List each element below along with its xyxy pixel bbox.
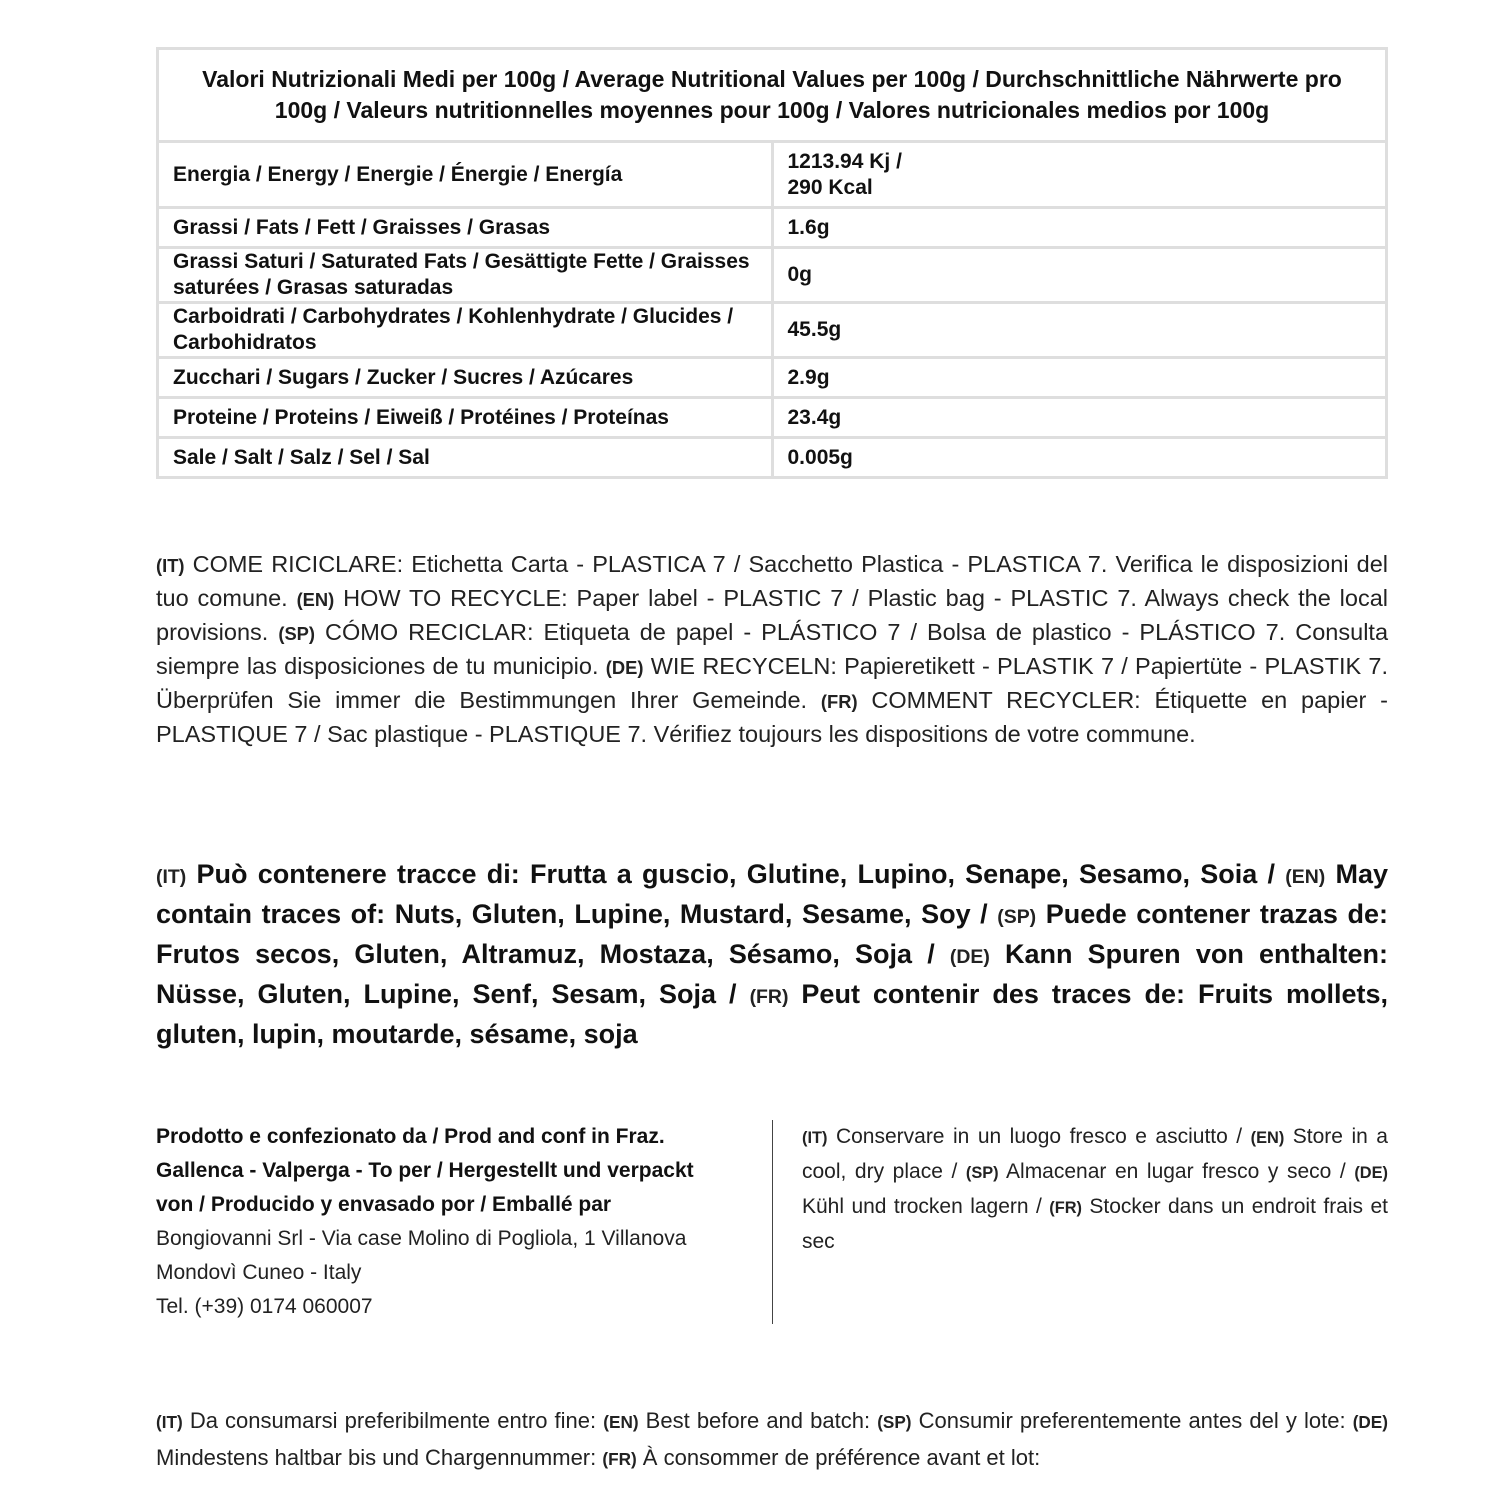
language-tag: (DE) xyxy=(1354,1164,1388,1182)
nutrient-label: Energia / Energy / Energie / Énergie / Energía xyxy=(158,142,773,208)
allergen-text-sp: Puede contener trazas de: Frutos secos, Gluten, Altramuz, Mostaza, Sésamo, Soja / xyxy=(156,899,1388,969)
recycle-text-fr: COMMENT RECYCLER: Étiquette en papier - PLASTIQUE 7 / Sac plastique - PLASTIQUE 7. Vérifiez toujours les dispositions de votre commune. xyxy=(156,687,1389,747)
allergen-warning xyxy=(156,856,1388,1053)
nutrient-value: 1.6g xyxy=(772,208,1387,248)
nutrient-value: 45.5g xyxy=(772,303,1387,358)
producer-heading: Prodotto e confezionato da / Prod and conf in Fraz. Gallenca - Valperga - To per / Hergestellt und verpackt von / Producido y envasado por / Emballé par xyxy=(156,1125,694,1216)
language-tag: (DE) xyxy=(1352,1412,1388,1432)
recycle-text-it: COME RICICLARE: Etichetta Carta - PLASTICA 7 / Sacchetto Plastica - PLASTICA 7. Verifica le disposizioni del tuo comune. xyxy=(156,551,1389,611)
nutrient-value: 23.4g xyxy=(772,398,1387,438)
storage-text-it: Conservare in un luogo fresco e asciutto / xyxy=(835,1125,1243,1148)
allergen-text-fr: Peut contenir des traces de: Fruits mollets, gluten, lupin, moutarde, sésame, soja xyxy=(156,979,1388,1049)
language-tag: (IT) xyxy=(802,1129,828,1147)
language-tag: (IT) xyxy=(156,1412,183,1432)
nutrient-value xyxy=(772,142,1387,208)
bestbefore-text-sp: Consumir preferentemente antes del y lote: xyxy=(918,1408,1346,1433)
producer-info xyxy=(156,1120,736,1324)
producer-phone: Tel. (+39) 0174 060007 xyxy=(156,1295,373,1318)
table-row xyxy=(158,208,1387,248)
language-tag: (SP) xyxy=(278,623,315,644)
storage-text-en: Store in a cool, dry place / xyxy=(802,1125,1388,1183)
nutrient-value: 2.9g xyxy=(772,358,1387,398)
language-tag: (FR) xyxy=(1049,1199,1082,1217)
table-row xyxy=(158,438,1387,478)
table-row xyxy=(158,358,1387,398)
nutrient-label: Sale / Salt / Salz / Sel / Sal xyxy=(158,438,773,478)
language-tag: (FR) xyxy=(602,1449,637,1469)
recycle-text-de: WIE RECYCELN: Papieretikett - PLASTIK 7 / Papiertüte - PLASTIK 7. Überprüfen Sie immer die Bestimmungen Ihrer Gemeinde. xyxy=(156,653,1389,713)
nutrient-value: 0.005g xyxy=(772,438,1387,478)
bestbefore-text-it: Da consumarsi preferibilmente entro fine: xyxy=(189,1408,597,1433)
language-tag: (EN) xyxy=(603,1412,639,1432)
allergen-text-en: May contain traces of: Nuts, Gluten, Lupine, Mustard, Sesame, Soy / xyxy=(156,859,1388,929)
language-tag: (EN) xyxy=(1285,866,1326,888)
storage-instructions xyxy=(802,1120,1388,1259)
table-row xyxy=(158,303,1387,358)
nutrient-label: Zucchari / Sugars / Zucker / Sucres / Azúcares xyxy=(158,358,773,398)
recycle-text-en: HOW TO RECYCLE: Paper label - PLASTIC 7 / Plastic bag - PLASTIC 7. Always check the local provisions. xyxy=(156,585,1388,645)
table-row xyxy=(158,398,1387,438)
language-tag: (IT) xyxy=(156,555,185,576)
nutrient-label: Grassi / Fats / Fett / Graisses / Grasas xyxy=(158,208,773,248)
nutrition-table xyxy=(156,47,1388,479)
table-row xyxy=(158,142,1387,208)
language-tag: (EN) xyxy=(1250,1129,1285,1147)
language-tag: (SP) xyxy=(997,906,1037,928)
language-tag: (IT) xyxy=(156,866,187,888)
bestbefore-text-fr: À consommer de préférence avant et lot: xyxy=(642,1445,1041,1470)
language-tag: (SP) xyxy=(877,1412,912,1432)
language-tag: (DE) xyxy=(605,657,644,678)
energy-kj-value: 1213.94 Kj / xyxy=(787,149,902,173)
nutrition-header: Valori Nutrizionali Medi per 100g / Average Nutritional Values per 100g / Durchschnittliche Nährwerte pro 100g / Valeurs nutritionnelles moyennes pour 100g / Valores nutricionales medios por 100g xyxy=(158,49,1387,142)
language-tag: (EN) xyxy=(296,589,335,610)
best-before-section xyxy=(156,1403,1388,1477)
producer-address: Bongiovanni Srl - Via case Molino di Pogliola, 1 Villanova Mondovì Cuneo - Italy xyxy=(156,1227,687,1284)
bestbefore-text-en: Best before and batch: xyxy=(645,1408,871,1433)
storage-text-sp: Almacenar en lugar fresco y seco / xyxy=(1006,1160,1346,1183)
nutrient-label: Grassi Saturi / Saturated Fats / Gesättigte Fette / Graisses saturées / Grasas saturadas xyxy=(158,248,773,303)
allergen-text-de: Kann Spuren von enthalten: Nüsse, Gluten, Lupine, Senf, Sesam, Soja / xyxy=(156,939,1388,1009)
language-tag: (FR) xyxy=(749,986,789,1008)
recycle-text-sp: CÓMO RECICLAR: Etiqueta de papel - PLÁSTICO 7 / Bolsa de plastico - PLÁSTICO 7. Consulta siempre las disposiciones de tu municipio. xyxy=(156,619,1389,679)
nutrient-label: Carboidrati / Carbohydrates / Kohlenhydrate / Glucides / Carbohidratos xyxy=(158,303,773,358)
nutrition-section xyxy=(156,47,1388,479)
bestbefore-text-de: Mindestens haltbar bis und Chargennummer: xyxy=(156,1445,597,1470)
nutrient-value: 0g xyxy=(772,248,1387,303)
nutrient-label: Proteine / Proteins / Eiweiß / Protéines / Proteínas xyxy=(158,398,773,438)
recycling-instructions xyxy=(156,548,1388,751)
nutrition-header-row xyxy=(158,49,1387,142)
allergen-text-it: Può contenere tracce di: Frutta a guscio, Glutine, Lupino, Senape, Sesamo, Soia / xyxy=(196,859,1276,889)
column-divider xyxy=(772,1120,773,1324)
table-row xyxy=(158,248,1387,303)
language-tag: (DE) xyxy=(949,946,990,968)
language-tag: (SP) xyxy=(965,1164,999,1182)
producer-storage-section xyxy=(156,1120,1388,1324)
storage-text-fr: Stocker dans un endroit frais et sec xyxy=(802,1195,1388,1253)
language-tag: (FR) xyxy=(820,691,858,712)
storage-text-de: Kühl und trocken lagern / xyxy=(802,1195,1042,1218)
energy-kcal-value: 290 Kcal xyxy=(787,175,873,199)
